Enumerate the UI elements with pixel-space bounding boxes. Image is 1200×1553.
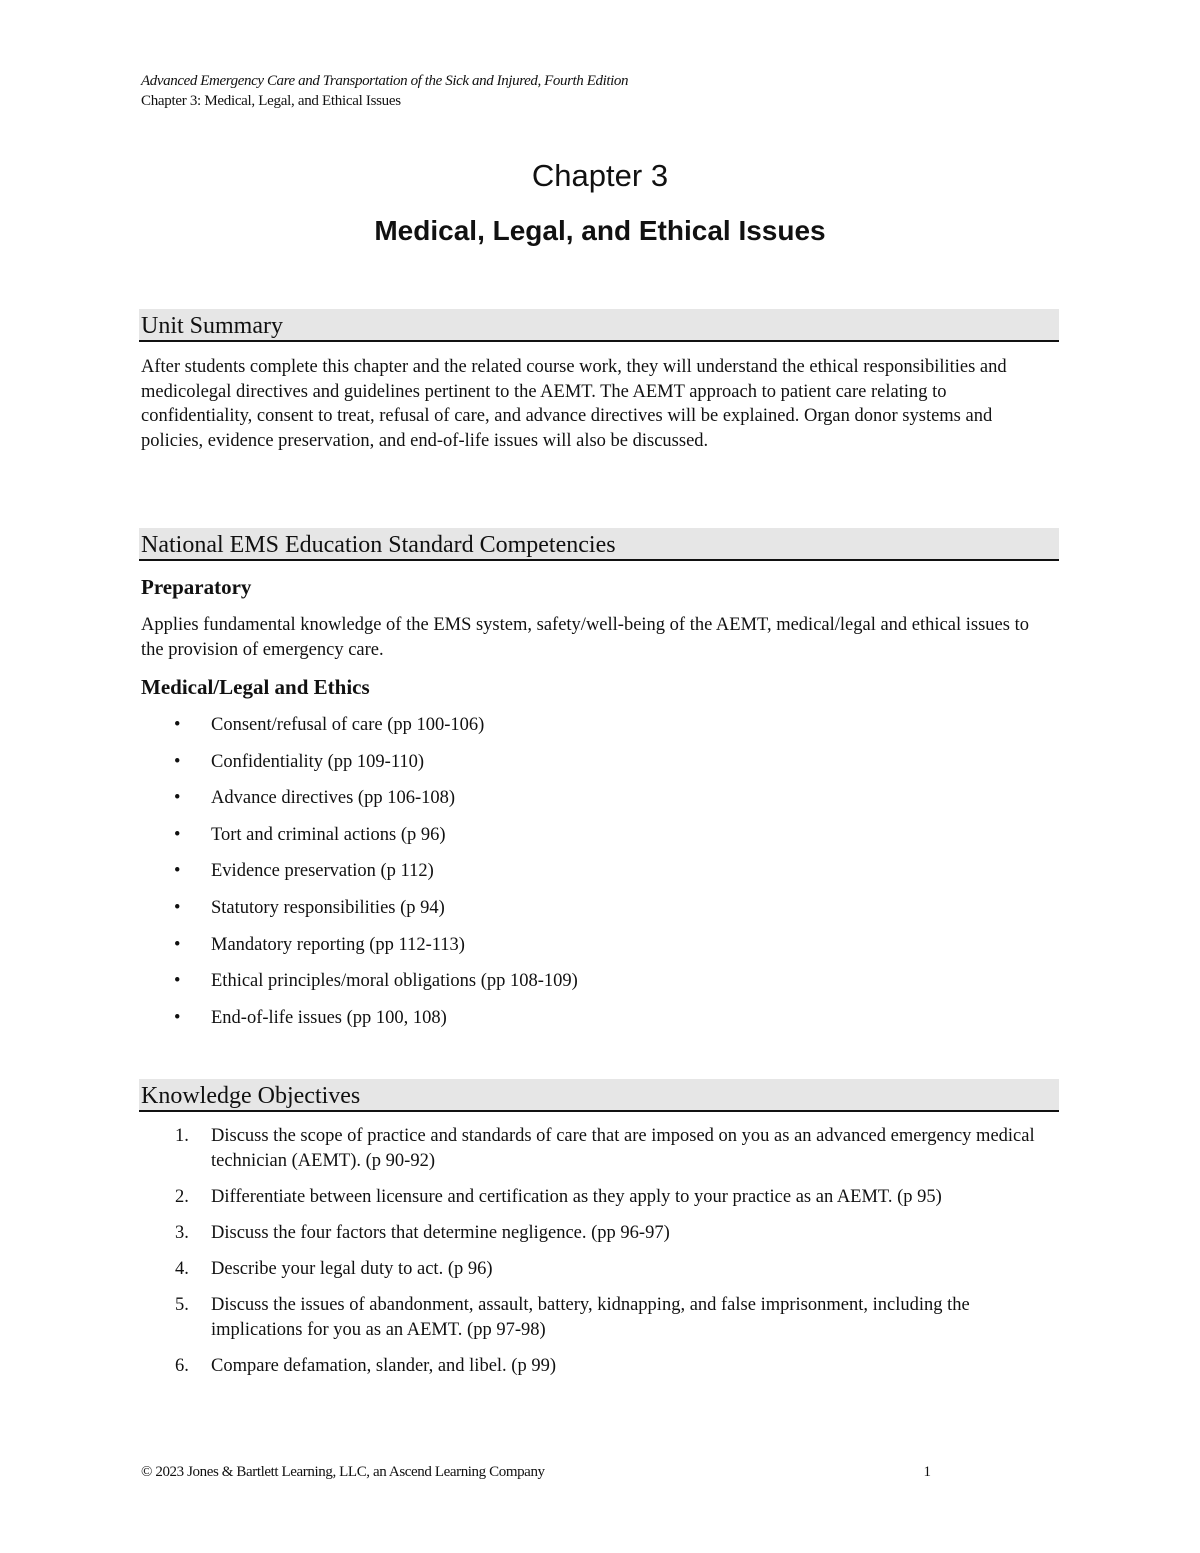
list-item-text: Consent/refusal of care (pp 100-106) xyxy=(211,715,485,735)
list-item-text: Advance directives (pp 106-108) xyxy=(211,788,456,809)
list-item-text: Evidence preservation (p 112) xyxy=(211,861,434,882)
chapter-subtitle: Medical, Legal, and Ethical Issues xyxy=(374,215,826,246)
item-number: 1. xyxy=(175,1126,189,1146)
list-item xyxy=(141,1354,1041,1379)
copyright-text: © 2023 Jones & Bartlett Learning, LLC, an Ascend Learning Company xyxy=(141,1464,545,1480)
list-item-text: Discuss the four factors that determine negligence. (pp 96-97) xyxy=(211,1222,670,1243)
section-heading-unit-summary: Unit Summary xyxy=(139,309,1059,342)
item-number: 2. xyxy=(175,1186,189,1207)
page-number: 1 xyxy=(923,1464,931,1480)
objectives-list xyxy=(141,1124,1041,1390)
item-number: 6. xyxy=(175,1355,189,1376)
list-item-text: Differentiate between licensure and certification as they apply to your practice as an AEMT. (p 95) xyxy=(211,1186,942,1207)
bullet-icon: • xyxy=(174,788,181,809)
bullet-icon: • xyxy=(174,715,181,735)
subheading-preparatory: Preparatory xyxy=(141,575,252,599)
list-item-text: Ethical principles/moral obligations (pp 108-109) xyxy=(211,971,578,992)
list-item xyxy=(141,1257,1041,1282)
chapter-title: Chapter 3 xyxy=(531,158,669,193)
bullet-icon: • xyxy=(174,751,181,772)
section-heading-knowledge-objectives: Knowledge Objectives xyxy=(139,1079,1059,1112)
chapter-line: Chapter 3: Medical, Legal, and Ethical Issues xyxy=(141,93,401,109)
list-item-text: Compare defamation, slander, and libel. (p 99) xyxy=(211,1355,556,1376)
bullet-icon: • xyxy=(174,934,181,955)
subheading-medical-legal: Medical/Legal and Ethics xyxy=(141,675,370,699)
bullet-icon: • xyxy=(174,824,181,845)
unit-summary-text: After students complete this chapter and the related course work, they will understand the ethical responsibilities and medicolegal directives and guidelines pertinent to the AEMT. The AEMT approach to patient care relating to confidentiality, consent to treat, refusal of care, and advance directives will be explained. Organ donor systems and policies, evidence preservation, and end-of-life issues will also be discussed. xyxy=(141,357,1007,451)
bullet-icon: • xyxy=(174,971,181,992)
list-item xyxy=(141,1221,1041,1246)
list-item xyxy=(141,1293,1041,1342)
item-number: 3. xyxy=(175,1222,189,1243)
list-item-text: Discuss the scope of practice and standards of care that are imposed on you as an advanced emergency medical technician (AEMT). (p 90-92) xyxy=(211,1126,1035,1171)
item-number: 4. xyxy=(175,1258,189,1279)
bullet-icon: • xyxy=(174,861,181,882)
item-number: 5. xyxy=(175,1294,189,1315)
list-item-text: Describe your legal duty to act. (p 96) xyxy=(211,1258,493,1279)
list-item-text: End-of-life issues (pp 100, 108) xyxy=(211,1007,447,1028)
page-footer xyxy=(141,1462,931,1482)
running-header xyxy=(141,71,628,111)
preparatory-text: Applies fundamental knowledge of the EMS system, safety/well-being of the AEMT, medical/legal and ethical issues to the provision of emergency care. xyxy=(141,615,1029,660)
section-heading-competencies: National EMS Education Standard Competencies xyxy=(139,528,1059,561)
list-item-text: Confidentiality (pp 109-110) xyxy=(211,751,425,772)
bullet-icon: • xyxy=(174,1007,181,1028)
list-item xyxy=(141,1185,1041,1210)
bullet-icon: • xyxy=(174,897,181,918)
list-item xyxy=(141,1124,1041,1173)
list-item-text: Discuss the issues of abandonment, assault, battery, kidnapping, and false imprisonment, including the implications for you as an AEMT. (pp 97-98) xyxy=(211,1294,970,1340)
book-title: Advanced Emergency Care and Transportation of the Sick and Injured, Fourth Edition xyxy=(141,73,629,89)
list-item-text: Statutory responsibilities (p 94) xyxy=(211,897,445,918)
list-item-text: Tort and criminal actions (p 96) xyxy=(211,824,446,845)
list-item-text: Mandatory reporting (pp 112-113) xyxy=(211,934,465,955)
